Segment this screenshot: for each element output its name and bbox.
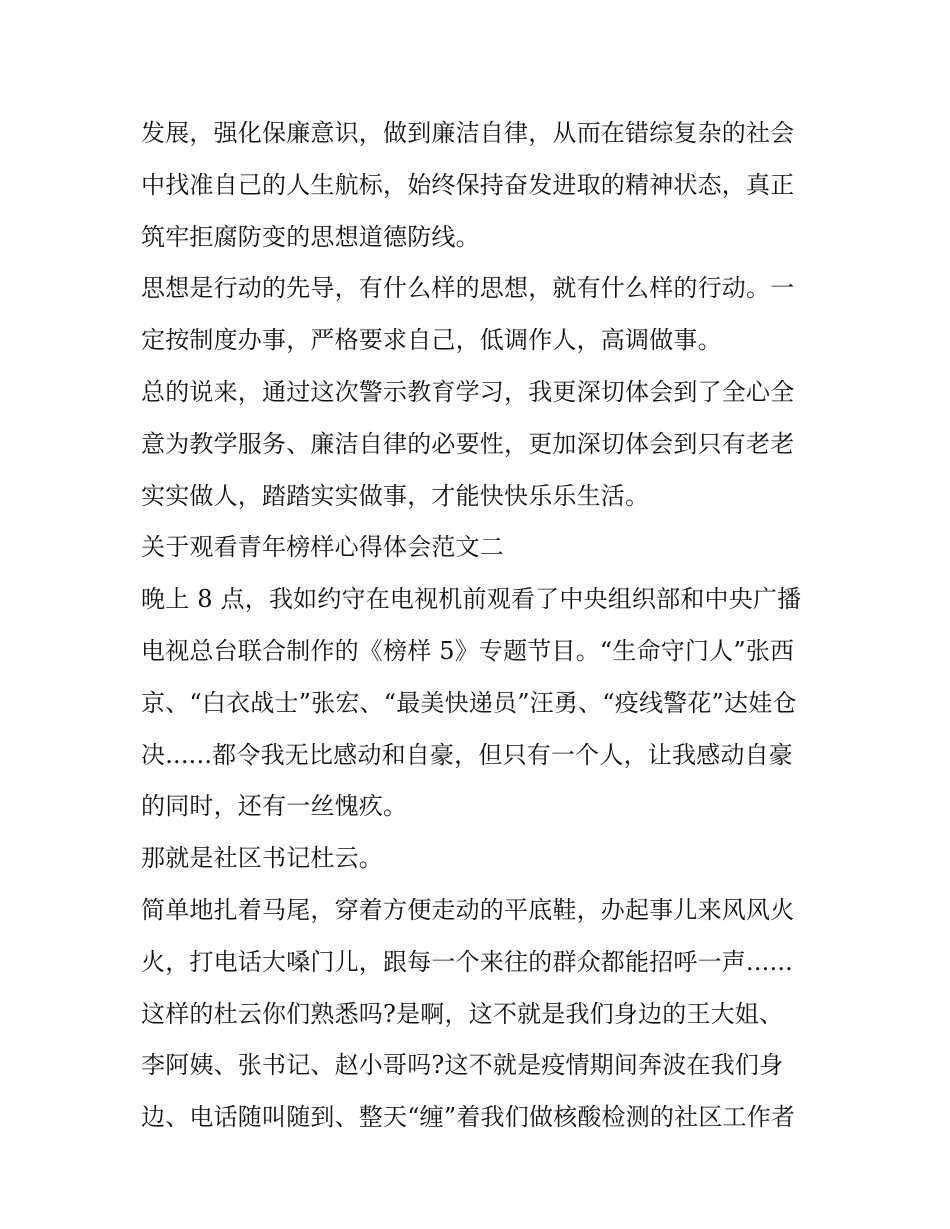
text-line-11: 电视总台联合制作的《榜样 5》专题节目。“生命守门人”张西 [141, 636, 795, 665]
section-heading: 关于观看青年榜样心得体会范文二 [141, 533, 504, 562]
text-line-12: 京、“白衣战士”张宏、“最美快递员”汪勇、“疫线警花”达娃仓 [141, 688, 797, 717]
text-line-16: 简单地扎着马尾，穿着方便走动的平底鞋，办起事儿来风风火 [141, 895, 795, 924]
text-line-3: 筑牢拒腐防变的思想道德防线。 [141, 222, 480, 251]
text-line-13: 决......都令我无比感动和自豪，但只有一个人，让我感动自豪 [141, 740, 793, 769]
text-line-1: 发展，强化保廉意识，做到廉洁自律，从而在错综复杂的社会 [141, 119, 795, 147]
text-line-2: 中找准自己的人生航标，始终保持奋发进取的精神状态，真正 [141, 170, 795, 199]
text-line-5: 定按制度办事，严格要求自己，低调作人，高调做事。 [141, 326, 722, 355]
text-line-7: 意为教学服务、廉洁自律的必要性，更加深切体会到只有老老 [141, 429, 795, 458]
text-line-8: 实实做人，踏踏实实做事，才能快快乐乐生活。 [141, 481, 650, 510]
text-line-10: 晚上 8 点，我如约守在电视机前观看了中央组织部和中央广播 [141, 585, 802, 614]
text-line-20: 边、电话随叫随到、整天“缠”着我们做核酸检测的社区工作者 [141, 1103, 796, 1132]
text-line-4: 思想是行动的先导，有什么样的思想，就有什么样的行动。一 [141, 274, 795, 303]
text-line-18: 这样的杜云你们熟悉吗?是啊，这不就是我们身边的王大姐、 [141, 999, 784, 1028]
text-line-17: 火，打电话大嗓门儿，跟每一个来往的群众都能招呼一声...... [141, 947, 793, 976]
text-line-14: 的同时，还有一丝愧疚。 [141, 792, 408, 821]
text-line-15: 那就是社区书记杜云。 [141, 844, 383, 873]
text-line-19: 李阿姨、张书记、赵小哥吗?这不就是疫情期间奔波在我们身 [141, 1051, 784, 1080]
text-line-6: 总的说来，通过这次警示教育学习，我更深切体会到了全心全 [141, 377, 795, 406]
